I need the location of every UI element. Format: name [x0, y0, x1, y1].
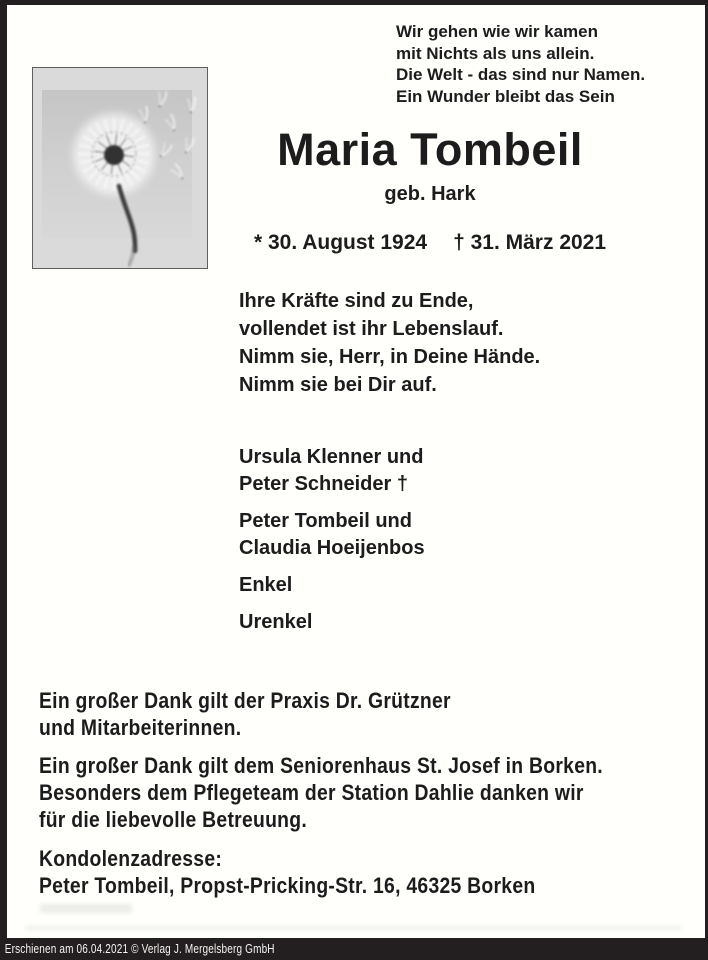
- mourner-line: Enkel: [239, 574, 293, 596]
- mourner-line: Claudia Hoeijenbos: [239, 537, 425, 559]
- acknowledgement-line: und Mitarbeiterinnen.: [39, 715, 242, 740]
- birth-name: geb. Hark: [384, 183, 476, 205]
- publisher-text: Erschienen am 06.04.2021 © Verlag J. Mergelsberg GmbH: [4, 942, 275, 956]
- frame-border-top: [0, 0, 708, 5]
- acknowledgement-paragraph: [39, 687, 451, 741]
- poem-line: mit Nichts als uns allein.: [396, 43, 595, 63]
- verse-line: vollendet ist ihr Lebenslauf.: [239, 318, 504, 340]
- verse-line: Ihre Kräfte sind zu Ende,: [239, 290, 474, 312]
- mourner-group: [239, 444, 425, 498]
- condolence-address: [39, 845, 535, 899]
- dandelion-illustration: [33, 68, 207, 268]
- acknowledgement-paragraph: [39, 752, 603, 833]
- acknowledgement-line: für die liebevolle Betreuung.: [39, 807, 307, 832]
- opening-poem: [396, 21, 645, 107]
- death-date: † 31. März 2021: [453, 231, 607, 254]
- mourner-group: [239, 609, 425, 636]
- poem-line: Wir gehen wie wir kamen: [396, 22, 599, 41]
- dandelion-photo: [32, 67, 208, 269]
- birth-date: * 30. August 1924: [253, 231, 428, 254]
- mourner-group: [239, 572, 425, 599]
- deceased-name: Maria Tombeil: [277, 124, 583, 175]
- poem-line: Die Welt - das sind nur Namen.: [396, 65, 646, 84]
- mourners-list: [239, 444, 425, 646]
- mourner-line: Peter Schneider †: [239, 473, 408, 495]
- acknowledgement-line: Besonders dem Pflegeteam der Station Dahlie danken wir: [39, 780, 584, 805]
- mourner-group: [239, 508, 425, 562]
- verse-line: Nimm sie, Herr, in Deine Hände.: [239, 346, 541, 368]
- mourner-line: Urenkel: [239, 611, 313, 633]
- condolence-line: Peter Tombeil, Propst-Pricking-Str. 16, 46325 Borken: [39, 873, 536, 898]
- verse-line: Nimm sie bei Dir auf.: [239, 374, 437, 396]
- mourner-line: Peter Tombeil und: [239, 510, 412, 532]
- poem-line: Ein Wunder bleibt das Sein: [396, 86, 615, 106]
- condolence-label: Kondolenzadresse:: [39, 846, 223, 871]
- scan-artifact: [40, 904, 132, 913]
- acknowledgement-line: Ein großer Dank gilt dem Seniorenhaus St. Josef in Borken.: [39, 753, 603, 778]
- farewell-verse: [239, 287, 540, 399]
- frame-border-left: [0, 0, 7, 960]
- life-dates: [210, 231, 650, 255]
- acknowledgement-line: Ein großer Dank gilt der Praxis Dr. Grützner: [39, 688, 451, 713]
- scan-artifact: [26, 925, 682, 931]
- mourner-line: Ursula Klenner und: [239, 446, 424, 468]
- publisher-bar: [0, 938, 708, 960]
